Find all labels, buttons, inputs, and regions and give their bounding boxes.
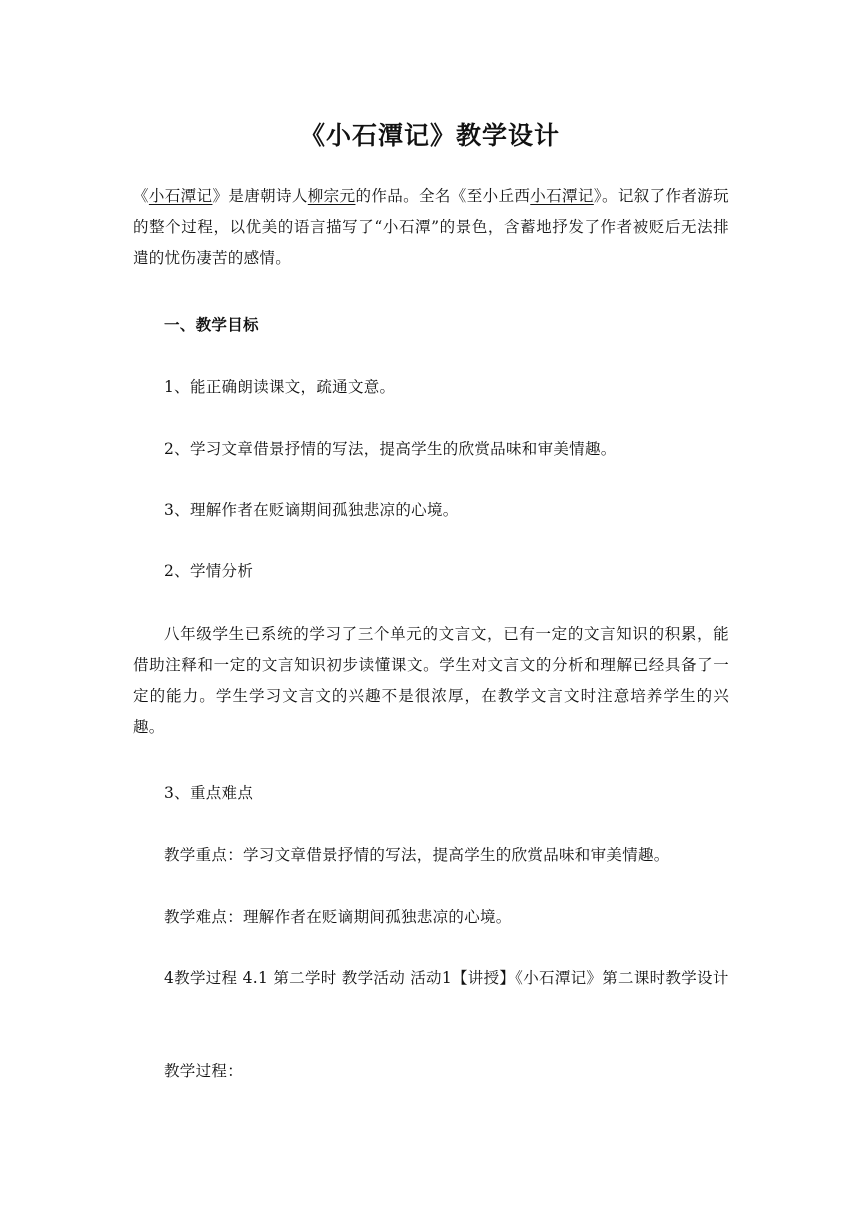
goal-item-1: 1、能正确朗读课文，疏通文意。 [164,378,396,396]
section-heading-goals: 一、教学目标 [164,315,259,334]
teaching-process-label: 教学过程： [164,1062,244,1080]
link-liuzongyuan[interactable]: 柳宗元 [307,187,356,205]
document-title: 《小石潭记》教学设计 [299,121,560,150]
section-heading-keypoints: 3、重点难点 [164,784,254,802]
intro-text-1: 《 [133,187,149,205]
section-heading-analysis: 2、学情分析 [164,562,254,580]
link-xiaoshitanji-2[interactable]: 小石潭记 [530,187,594,205]
intro-paragraph [133,181,729,274]
analysis-paragraph: 八年级学生已系统的学习了三个单元的文言文，已有一定的文言知识的积累，能借助注释和一定的文言知识初步读懂课文。学生对文言文的分析和理解已经具备了一定的能力。学生学习文言文的兴趣不是很浓厚，在教学文言文时注意培养学生的兴趣。 [133,625,729,736]
key-point-text: 教学重点：学习文章借景抒情的写法，提高学生的欣赏品味和审美情趣。 [164,846,670,864]
intro-text-3: 的作品。全名《至小丘西 [355,187,531,205]
link-xiaoshitanji[interactable]: 小石潭记 [148,187,213,205]
intro-text-4: 》。记叙了作者游玩的整个过程，以优美的语言描写了“小石潭”的景色，含蓄地抒发了作者被贬后无法排遣的忧伤凄苦的感情。 [133,187,729,267]
goal-item-3: 3、理解作者在贬谪期间孤独悲凉的心境。 [164,501,459,519]
goal-item-2: 2、学习文章借景抒情的写法，提高学生的欣赏品味和审美情趣。 [164,440,617,458]
intro-text-2: 》是唐朝诗人 [212,187,308,205]
teaching-process-line: 4教学过程 4.1 第二学时 教学活动 活动1【讲授】《小石潭记》第二课时教学设计 [164,969,729,987]
difficulty-text: 教学难点：理解作者在贬谪期间孤独悲凉的心境。 [164,908,512,926]
